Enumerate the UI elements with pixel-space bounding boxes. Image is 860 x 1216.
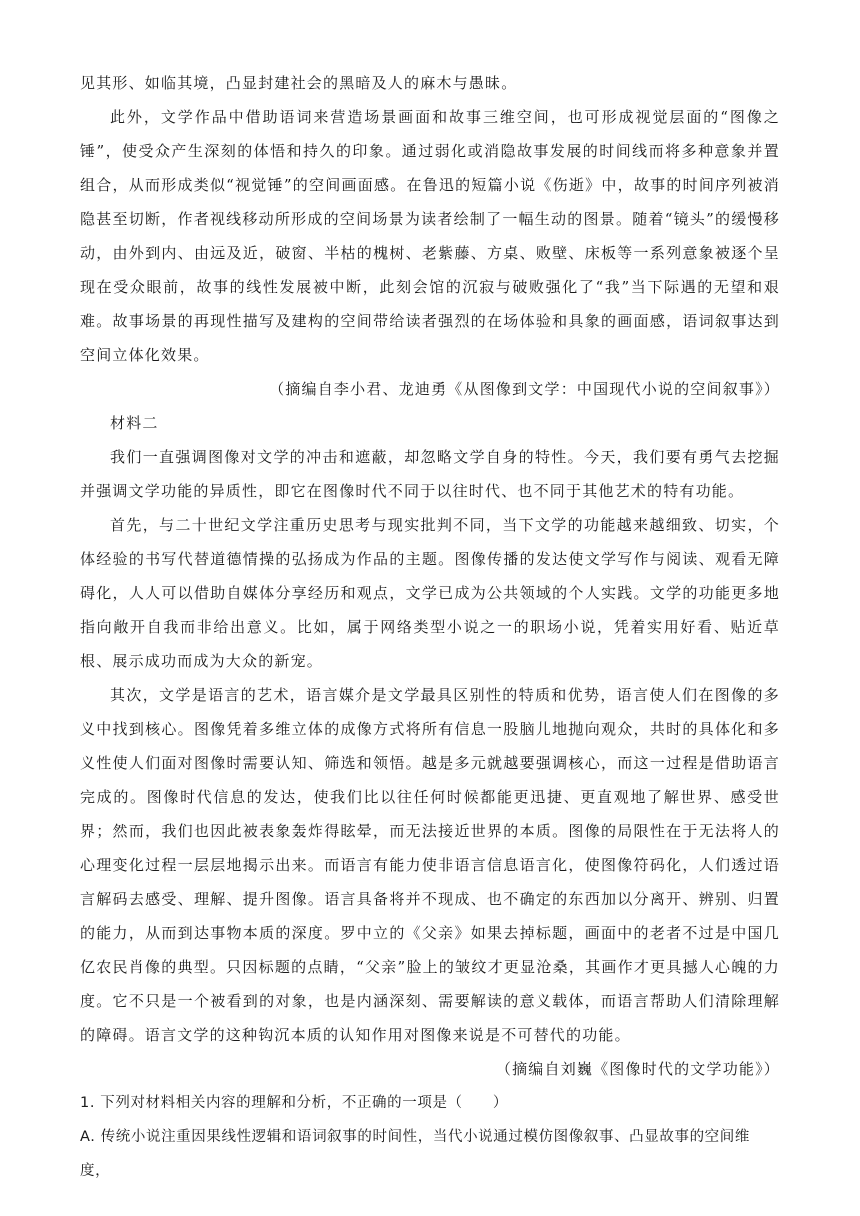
source-citation-2: （摘编自刘巍《图像时代的文学功能》） <box>495 1060 780 1078</box>
document-page <box>80 66 780 1188</box>
paragraph-visual-hammer: 此外，文学作品中借助语词来营造场景画面和故事三维空间，也可形成视觉层面的“图像之锤”，使受众产生深刻的体悟和持久的印象。通过弱化或消隐故事发展的时间线而将多种意象并置组合，从而形成类似“视觉锤”的空间画面感。在鲁迅的短篇小说《伤逝》中，故事的时间序列被消隐甚至切断，作者视线移动所形成的空间场景为读者绘制了一幅生动的图景。随着“镜头”的缓慢移动，由外到内、由远及近，破窗、半枯的槐树、老紫藤、方桌、败壁、床板等一系列意象被逐个呈现在受众眼前，故事的线性发展被中断，此刻会馆的沉寂与破败强化了“我”当下际遇的无望和艰难。故事场景的再现性描写及建构的空间带给读者强烈的在场体验和具象的画面感，语词叙事达到空间立体化效果。 <box>80 108 780 364</box>
material-2-paragraph-2: 首先，与二十世纪文学注重历史思考与现实批判不同，当下文学的功能越来越细致、切实，个体经验的书写代替道德情操的弘扬成为作品的主题。图像传播的发达使文学写作与阅读、观看无障碍化，人人可以借助自媒体分享经历和观点，文学已成为公共领域的个人实践。文学的功能更多地指向敞开自我而非给出意义。比如，属于网络类型小说之一的职场小说，凭着实用好看、贴近草根、展示成功而成为大众的新宠。 <box>80 516 780 670</box>
material-2-label: 材料二 <box>110 414 159 432</box>
paragraph-continuation: 见其形、如临其境，凸显封建社会的黑暗及人的麻木与愚昧。 <box>80 74 518 92</box>
source-citation-1: （摘编自李小君、龙迪勇《从图像到文学：中国现代小说的空间叙事》） <box>269 380 780 398</box>
material-2-paragraph-3: 其次，文学是语言的艺术，语言媒介是文学最具区别性的特质和优势，语言使人们在图像的多义中找到核心。图像凭着多维立体的成像方式将所有信息一股脑儿地抛向观众，共时的具体化和多义性使人们面对图像时需要认知、筛选和领悟。越是多元就越要强调核心，而这一过程是借助语言完成的。图像时代信息的发达，使我们比以往任何时候都能更迅捷、更直观地了解世界、感受世界；然而，我们也因此被表象轰炸得眩晕，而无法接近世界的本质。图像的局限性在于无法将人的心理变化过程一层层地揭示出来。而语言有能力使非语言信息语言化，使图像符码化，人们透过语言解码去感受、理解、提升图像。语言具备将并不现成、也不确定的东西加以分离开、辨别、归置的能力，从而到达事物本质的深度。罗中立的《父亲》如果去掉标题，画面中的老者不过是中国几亿农民肖像的典型。只因标题的点睛，“父亲”脸上的皱纹才更显沧桑，其画作才更具撼人心魄的力度。它不只是一个被看到的对象，也是内涵深刻、需要解读的意义载体，而语言帮助人们清除理解的障碍。语言文学的这种钩沉本质的认知作用对图像来说是不可替代的功能。 <box>80 686 780 1044</box>
material-2-paragraph-1: 我们一直强调图像对文学的冲击和遮蔽，却忽略文学自身的特性。今天，我们要有勇气去挖掘并强调文学功能的异质性，即它在图像时代不同于以往时代、也不同于其他艺术的特有功能。 <box>80 448 780 500</box>
question-1-option-a: A. 传统小说注重因果线性逻辑和语词叙事的时间性，当代小说通过模仿图像叙事、凸显故事的空间维度， <box>80 1129 750 1179</box>
question-1-stem: 1. 下列对材料相关内容的理解和分析，不正确的一项是（ ） <box>80 1095 508 1111</box>
